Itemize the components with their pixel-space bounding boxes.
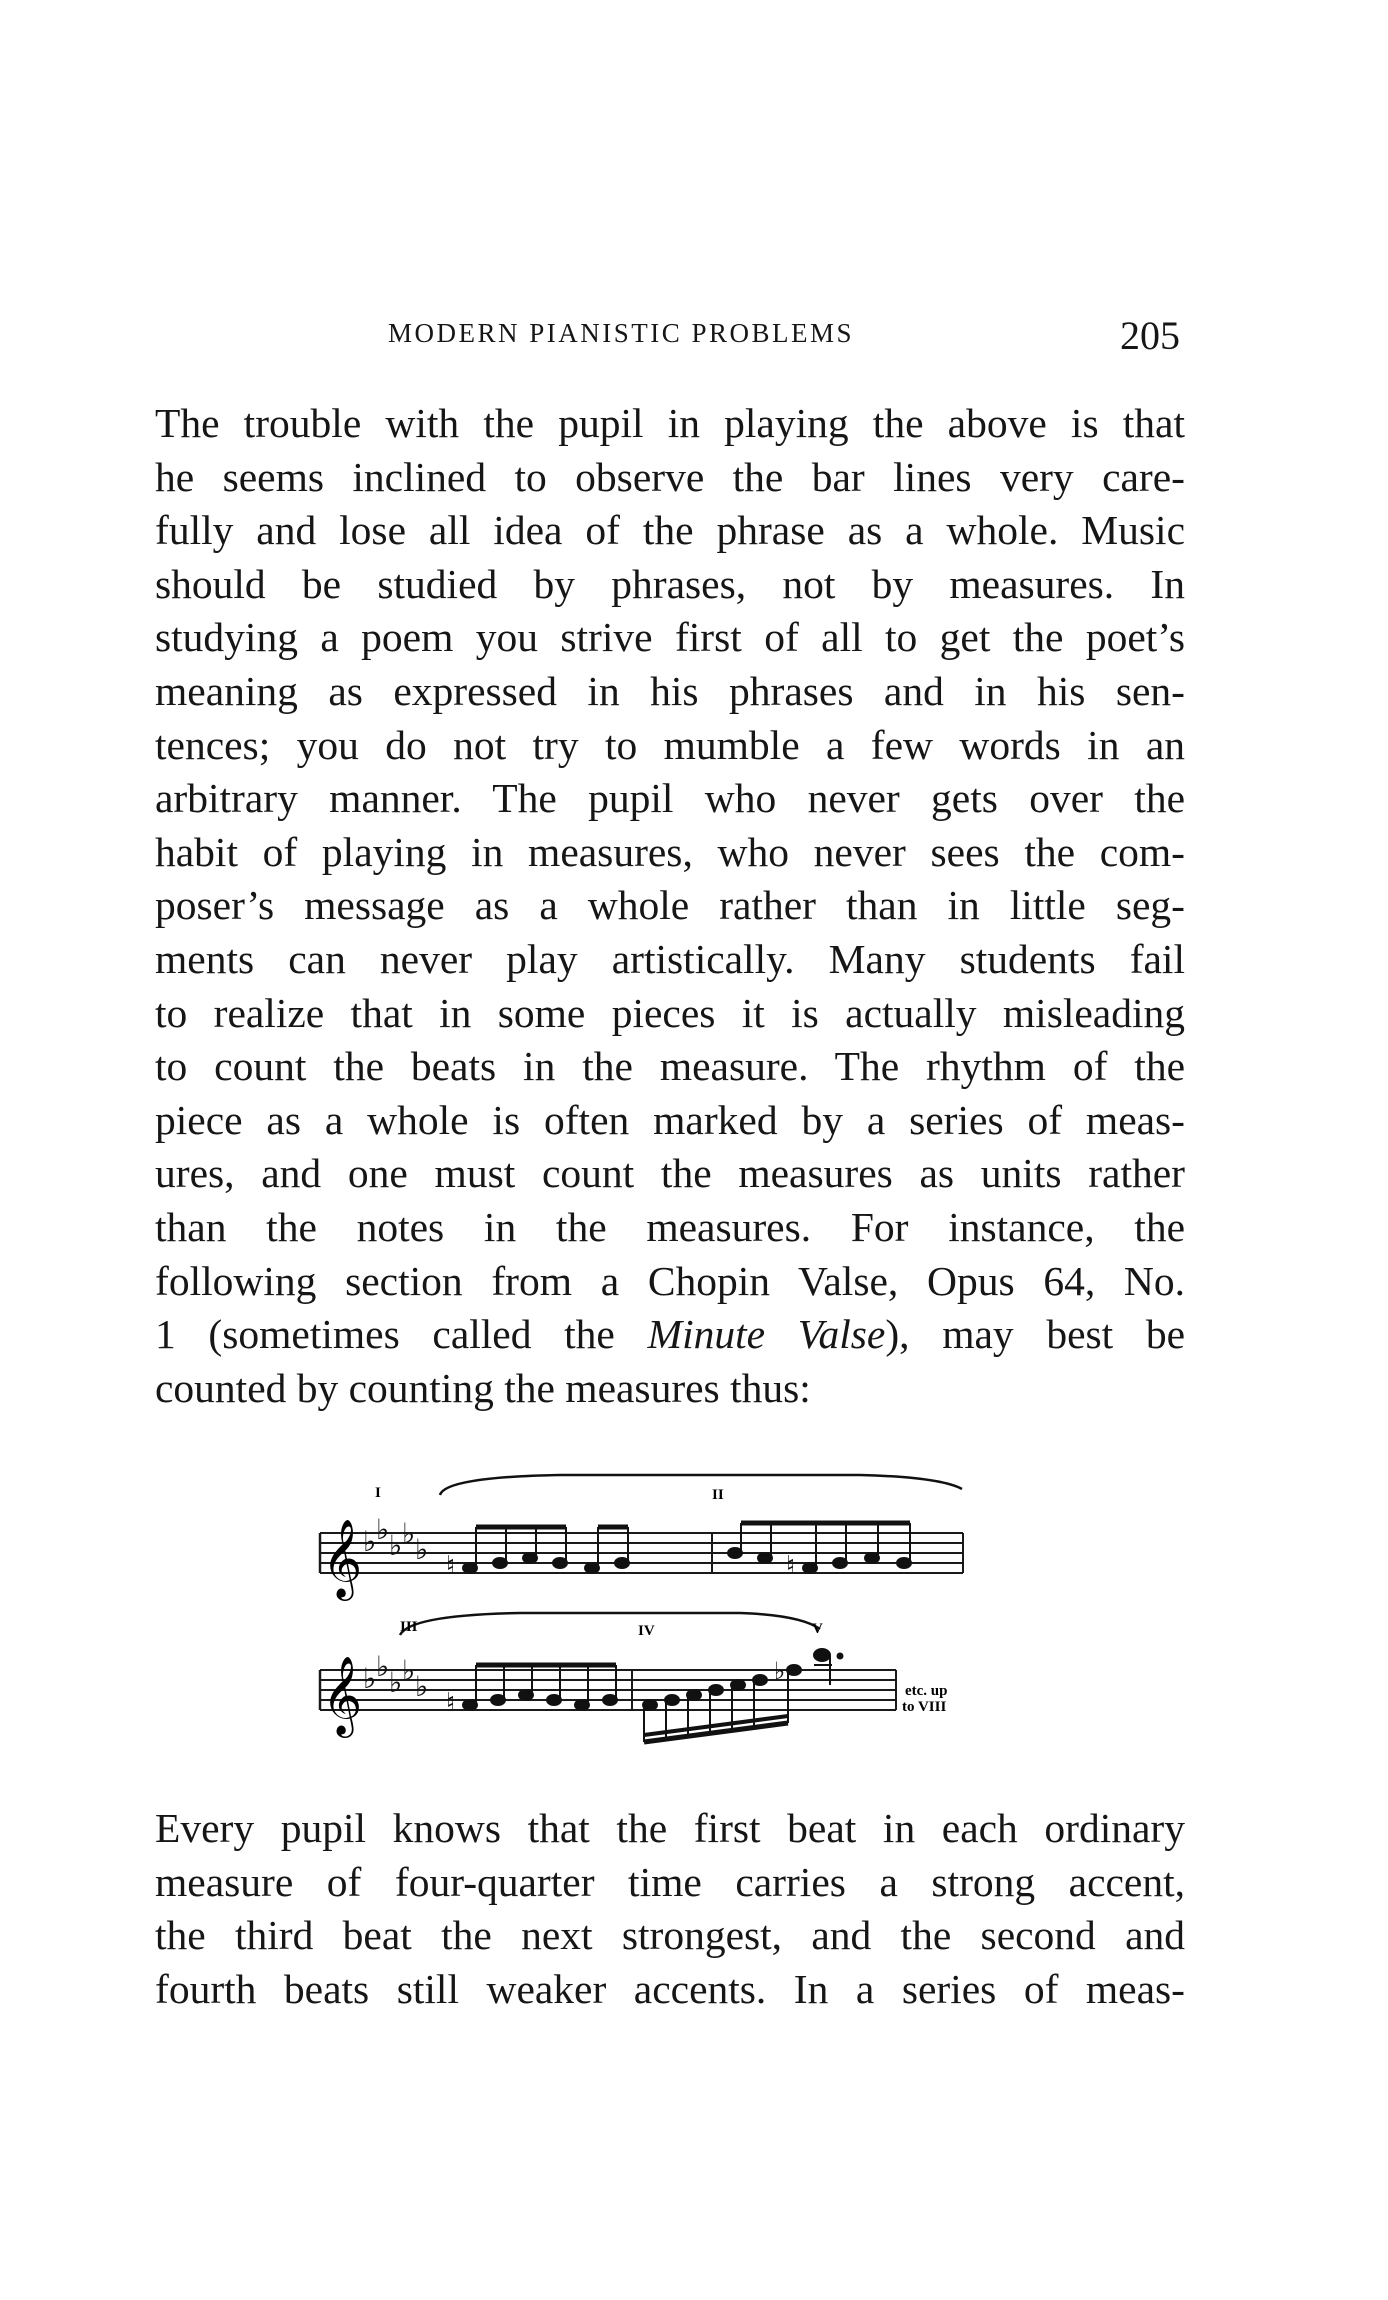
music-example [300,1455,980,1755]
measure-label-3: III [400,1619,418,1635]
text-line: following section from a Chopin Valse, Opus 64, No. [155,1257,1185,1304]
svg-text:♭: ♭ [363,1662,377,1695]
text-line: Every pupil knows that the first beat in each ordinary [155,1805,1185,1851]
text-line: studying a poem you strive first of all to get the poet’s [155,614,1185,661]
text-line-with-italic-title [155,1308,1185,1362]
continuation-note-line-1: etc. up [905,1683,948,1699]
text-line: tences; you do not try to mumble a few words in an [155,721,1185,768]
body-paragraph-1 [155,397,1185,1415]
measure-label-5: V [812,1621,823,1637]
svg-text:♭: ♭ [415,1533,429,1566]
text-line: counted by counting the measures thus: [155,1364,811,1411]
text-line: habit of playing in measures, who never sees the com- [155,828,1185,875]
treble-clef-icon: 𝄞 [322,1519,363,1598]
svg-text:♭: ♭ [415,1670,429,1703]
text-line: the third beat the next strongest, and the second and [155,1912,1185,1959]
text-line: arbitrary manner. The pupil who never gets over the [155,775,1185,822]
text-line: measure of four-quarter time carries a strong accent, [155,1858,1185,1905]
text-line: The trouble with the pupil in playing the above is that [155,400,1185,446]
svg-text:♭: ♭ [774,1657,786,1685]
text-line: than the notes in the measures. For instance, the [155,1203,1185,1250]
svg-text:♮: ♮ [446,1551,456,1581]
continuation-note-line-2: to VIII [902,1699,947,1715]
svg-text:♭: ♭ [402,1517,416,1550]
measure-label-2: II [712,1487,724,1503]
phrase-slur-1 [440,1475,962,1495]
text-line: poser’s message as a whole rather than in little seg- [155,882,1185,929]
svg-text:♭: ♭ [389,1529,403,1562]
svg-text:♮: ♮ [446,1688,456,1718]
text-line: meaning as expressed in his phrases and in his sen- [155,667,1185,714]
treble-clef-icon: 𝄞 [322,1656,363,1735]
svg-text:♮: ♮ [786,1551,796,1581]
text-fragment: 1 (sometimes called the [155,1311,648,1358]
svg-text:♭: ♭ [389,1666,403,1699]
body-paragraph-2 [155,1802,1185,2016]
key-signature [363,1650,428,1703]
italic-work-title: Minute Valse [647,1311,886,1358]
running-title: MODERN PIANISTIC PROBLEMS [388,318,855,348]
text-fragment: ), may best be [885,1311,1185,1358]
key-signature [363,1513,428,1566]
page-number: 205 [1120,313,1180,358]
text-line: fully and lose all idea of the phrase as a whole. Music [155,507,1185,554]
measure-label-4: IV [638,1623,655,1639]
text-line: fourth beats still weaker accents. In a series of meas- [155,1965,1185,2012]
svg-text:♭: ♭ [376,1513,390,1546]
text-line: piece as a whole is often marked by a series of meas- [155,1096,1185,1143]
page-header [155,310,1180,360]
text-line: ments can never play artistically. Many students fail [155,935,1185,982]
music-notation [300,1455,980,1755]
measure-label-1: I [375,1485,381,1501]
text-line: to count the beats in the measure. The rhythm of the [155,1043,1185,1090]
phrase-slur-2 [400,1613,820,1635]
svg-text:♭: ♭ [363,1525,377,1558]
text-line: ures, and one must count the measures as units rather [155,1150,1185,1197]
text-line: to realize that in some pieces it is actually misleading [155,989,1185,1036]
text-line: should be studied by phrases, not by measures. In [155,560,1185,607]
svg-text:♭: ♭ [376,1650,390,1683]
measure-4-run-notes [643,1649,843,1742]
text-line: he seems inclined to observe the bar lines very care- [155,453,1185,500]
svg-text:♭: ♭ [402,1654,416,1687]
